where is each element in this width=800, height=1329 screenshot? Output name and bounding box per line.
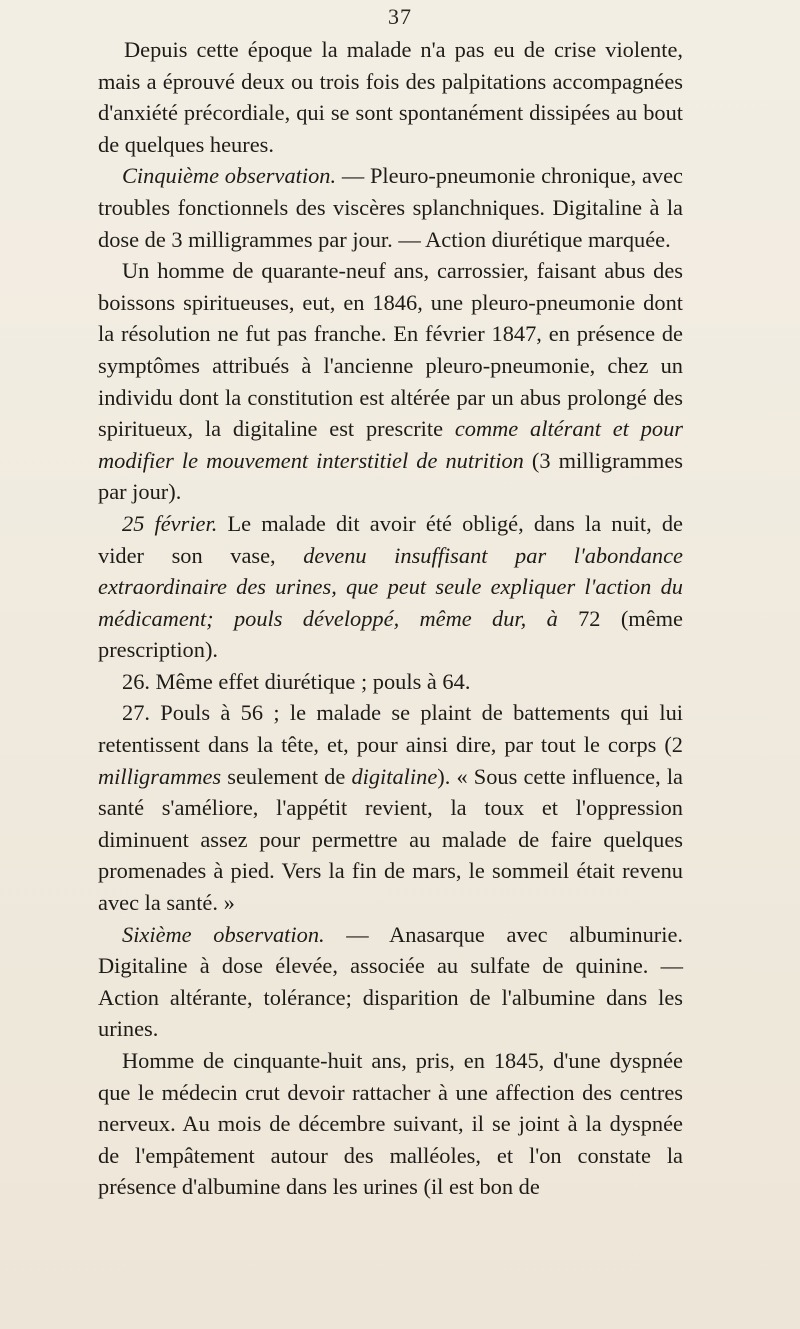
- sixth-observation-heading: Sixième observation.: [122, 921, 325, 947]
- paragraph-5-text: 26. Même effet diurétique ; pouls à 64.: [122, 668, 471, 694]
- paragraph-6-text-c: ). « Sous cette influence, la santé s'améliore, l'appétit revient, la toux et l'oppression diminuent assez pour permettre au malade de faire quelques promenades à pied. Vers la fin de mars, le sommeil était revenu avec la santé. »: [98, 763, 683, 916]
- body-text: [98, 34, 683, 1203]
- paragraph-6-italic-1: milligrammes: [98, 763, 222, 789]
- fifth-observation-summary: — Pleuro-pneumonie chronique, avec troubles fonctionnels des viscères splanchniques. Digitaline à la dose de 3 milligrammes par jour. — Action diurétique marquée.: [98, 163, 683, 252]
- paragraph-6: [98, 697, 683, 918]
- paragraph-3-text-b: (3 milligrammes par jour).: [98, 447, 683, 505]
- paragraph-4-text-a: Le malade dit avoir été obligé, dans la nuit, de vider son vase,: [98, 510, 683, 568]
- paragraph-8-text: Homme de cinquante-huit ans, pris, en 1845, d'une dyspnée que le médecin crut devoir rattacher à une affection des centres nerveux. Au mois de décembre suivant, il se joint à la dyspnée de l'empâtement autour des malléoles, et l'on constate la présence d'albumine dans les urines (il est bon de: [98, 1048, 683, 1200]
- paragraph-6-text-b: seulement de: [221, 763, 352, 789]
- paragraph-1: [98, 34, 683, 160]
- page-number: 37: [388, 4, 412, 29]
- paragraph-4-date: 25 février.: [122, 510, 218, 536]
- paragraph-3: [98, 255, 683, 508]
- paragraph-5: [98, 666, 683, 698]
- paragraph-3-italic: comme altérant et pour modifier le mouvement interstitiel de nutrition: [98, 416, 683, 473]
- paragraph-6-italic-2: digitaline: [351, 763, 438, 789]
- paragraph-1-text: Depuis cette époque la malade n'a pas eu de crise violente, mais a éprouvé deux ou trois fois des palpitations accompagnées d'anxiété précordiale, qui se sont spontanément dissipées au bout de quelques heures.: [98, 37, 683, 157]
- paragraph-8: [98, 1045, 683, 1203]
- sixth-observation-summary: — Anasarque avec albuminurie. Digitaline à dose élevée, associée au sulfate de quinine. — Action altérante, tolérance; disparition de l'albumine dans les urines.: [98, 921, 683, 1042]
- paragraph-4-text-b: 72 (même prescription).: [98, 605, 683, 663]
- paragraph-4: [98, 508, 683, 666]
- fifth-observation-heading: Cinquième observation.: [122, 163, 337, 189]
- paragraph-3-text-a: Un homme de quarante-neuf ans, carrossier, faisant abus des boissons spiritueuses, eut, en 1846, une pleuro-pneumonie dont la résolution ne fut pas franche. En février 1847, en présence de symptômes attribués à l'ancienne pleuro-pneumonie, chez un individu dont la constitution est altérée par un abus prolongé des spiritueux, la digitaline est prescrite: [98, 258, 683, 442]
- paragraph-sixth-observation: [98, 919, 683, 1045]
- paragraph-fifth-observation: [98, 160, 683, 255]
- paragraph-4-italic: devenu insuffisant par l'abondance extraordinaire des urines, que peut seule expliquer l'action du médicament; pouls développé, même dur, à: [98, 542, 683, 631]
- paragraph-6-text-a: 27. Pouls à 56 ; le malade se plaint de battements qui lui retentissent dans la tête, et, pour ainsi dire, par tout le corps (2: [98, 700, 683, 758]
